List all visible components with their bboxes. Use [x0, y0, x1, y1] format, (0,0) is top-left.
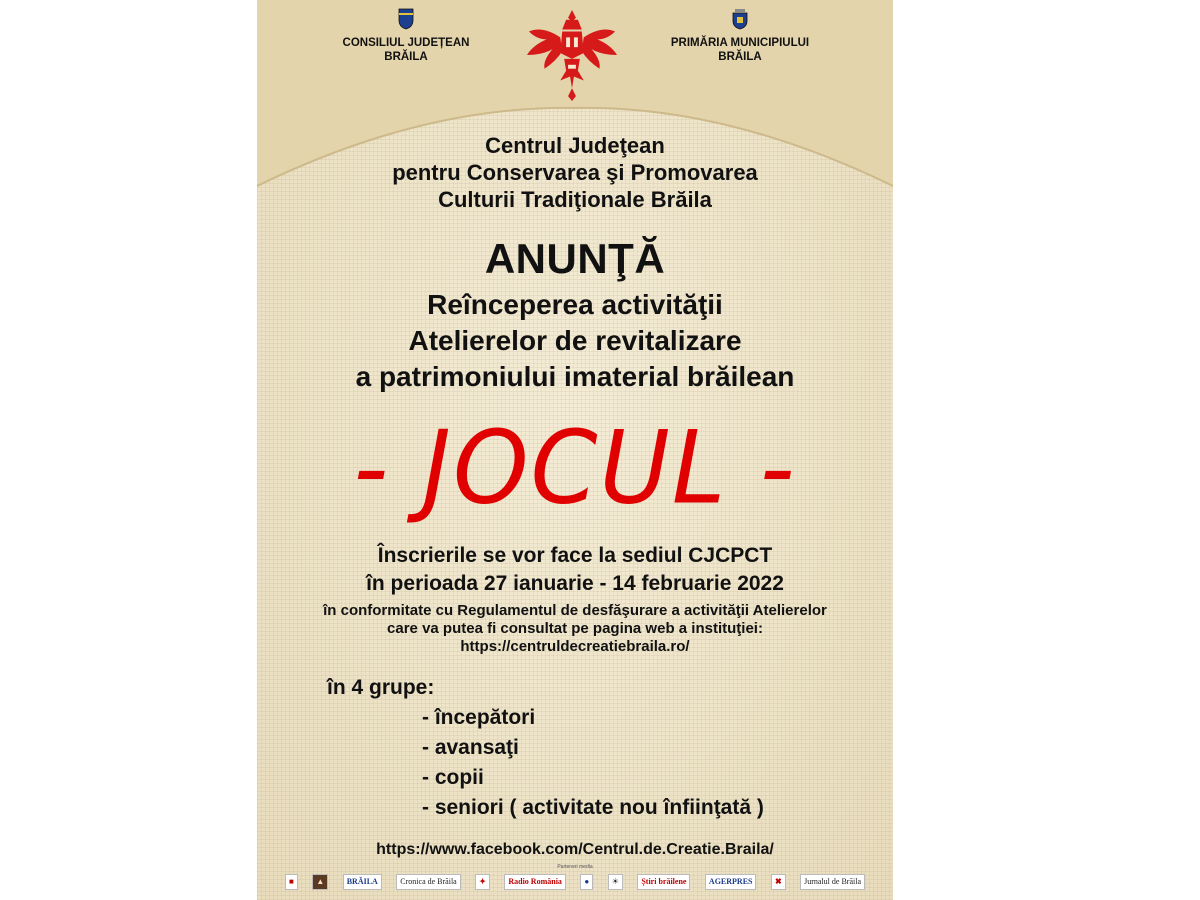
announcement-heading: ANUNŢĂ	[484, 235, 666, 282]
county-crest-icon	[398, 8, 414, 30]
registration-info	[257, 542, 893, 598]
partner-logo: ▲	[312, 874, 328, 890]
activity-line2: Atelierelor de revitalizare	[408, 325, 742, 356]
partner-logo: AGERPRES	[705, 874, 757, 890]
county-council-header	[321, 8, 491, 64]
groups-title: în 4 grupe:	[327, 676, 435, 699]
city-hall-name-line2: BRĂILA	[718, 51, 762, 63]
city-crest-icon	[732, 8, 748, 30]
partner-logo: ✖	[771, 874, 786, 890]
conformity-line2: care va putea fi consultat pe pagina web a instituţiei:	[387, 620, 763, 637]
website-link[interactable]: https://centruldecreatiebraila.ro/	[460, 638, 690, 655]
group-item: - avansaţi	[422, 736, 519, 759]
activity-line3: a patrimoniului imaterial brăilean	[355, 361, 795, 392]
organization-line3: Culturii Tradiţionale Brăila	[438, 187, 712, 212]
groups-list	[327, 673, 764, 823]
event-poster	[257, 0, 893, 900]
partner-logo: ✦	[475, 874, 490, 890]
activity-description	[257, 287, 893, 395]
registration-line1: Înscrierile se vor face la sediul CJCPCT	[377, 544, 773, 567]
group-item: - începători	[422, 706, 536, 729]
partner-logo: Știri brăilene	[637, 874, 690, 890]
organization-line1: Centrul Judeţean	[485, 133, 665, 158]
partners-label: Parteneri media	[557, 864, 593, 870]
city-hall-name-line1: PRIMĂRIA MUNICIPIULUI	[670, 37, 810, 49]
facebook-link[interactable]: https://www.facebook.com/Centrul.de.Creatie.Braila/	[376, 841, 774, 858]
partner-logo: Cronica de Brăila	[396, 874, 460, 890]
media-partners-strip	[285, 872, 865, 892]
partner-logo: ☀	[608, 874, 623, 890]
partner-logo: Jurnalul de Brăila	[800, 874, 865, 890]
conformity-line1: în conformitate cu Regulamentul de desfăşurare a activităţii Atelierelor	[323, 602, 827, 619]
partner-logo: Radio România	[504, 874, 566, 890]
red-folk-ornament-emblem	[523, 8, 621, 102]
partner-logo: ●	[580, 874, 593, 890]
county-council-name-line2: BRĂILA	[384, 51, 428, 63]
registration-line2: în perioada 27 ianuarie - 14 februarie 2022	[366, 572, 784, 595]
group-item: - seniori ( activitate nou înfiinţată )	[422, 796, 764, 819]
group-item: - copii	[422, 766, 484, 789]
city-hall-header	[655, 8, 825, 64]
conformity-notice	[257, 602, 893, 656]
county-council-name-line1: CONSILIUL JUDEȚEAN	[342, 37, 470, 49]
partner-logo: ■	[285, 874, 298, 890]
activity-line1: Reînceperea activităţii	[427, 289, 723, 320]
workshop-title: - JOCUL -	[353, 409, 797, 527]
organization-line2: pentru Conservarea şi Promovarea	[392, 160, 758, 185]
organization-name	[257, 132, 893, 213]
partner-logo: BRĂILA	[343, 874, 382, 890]
